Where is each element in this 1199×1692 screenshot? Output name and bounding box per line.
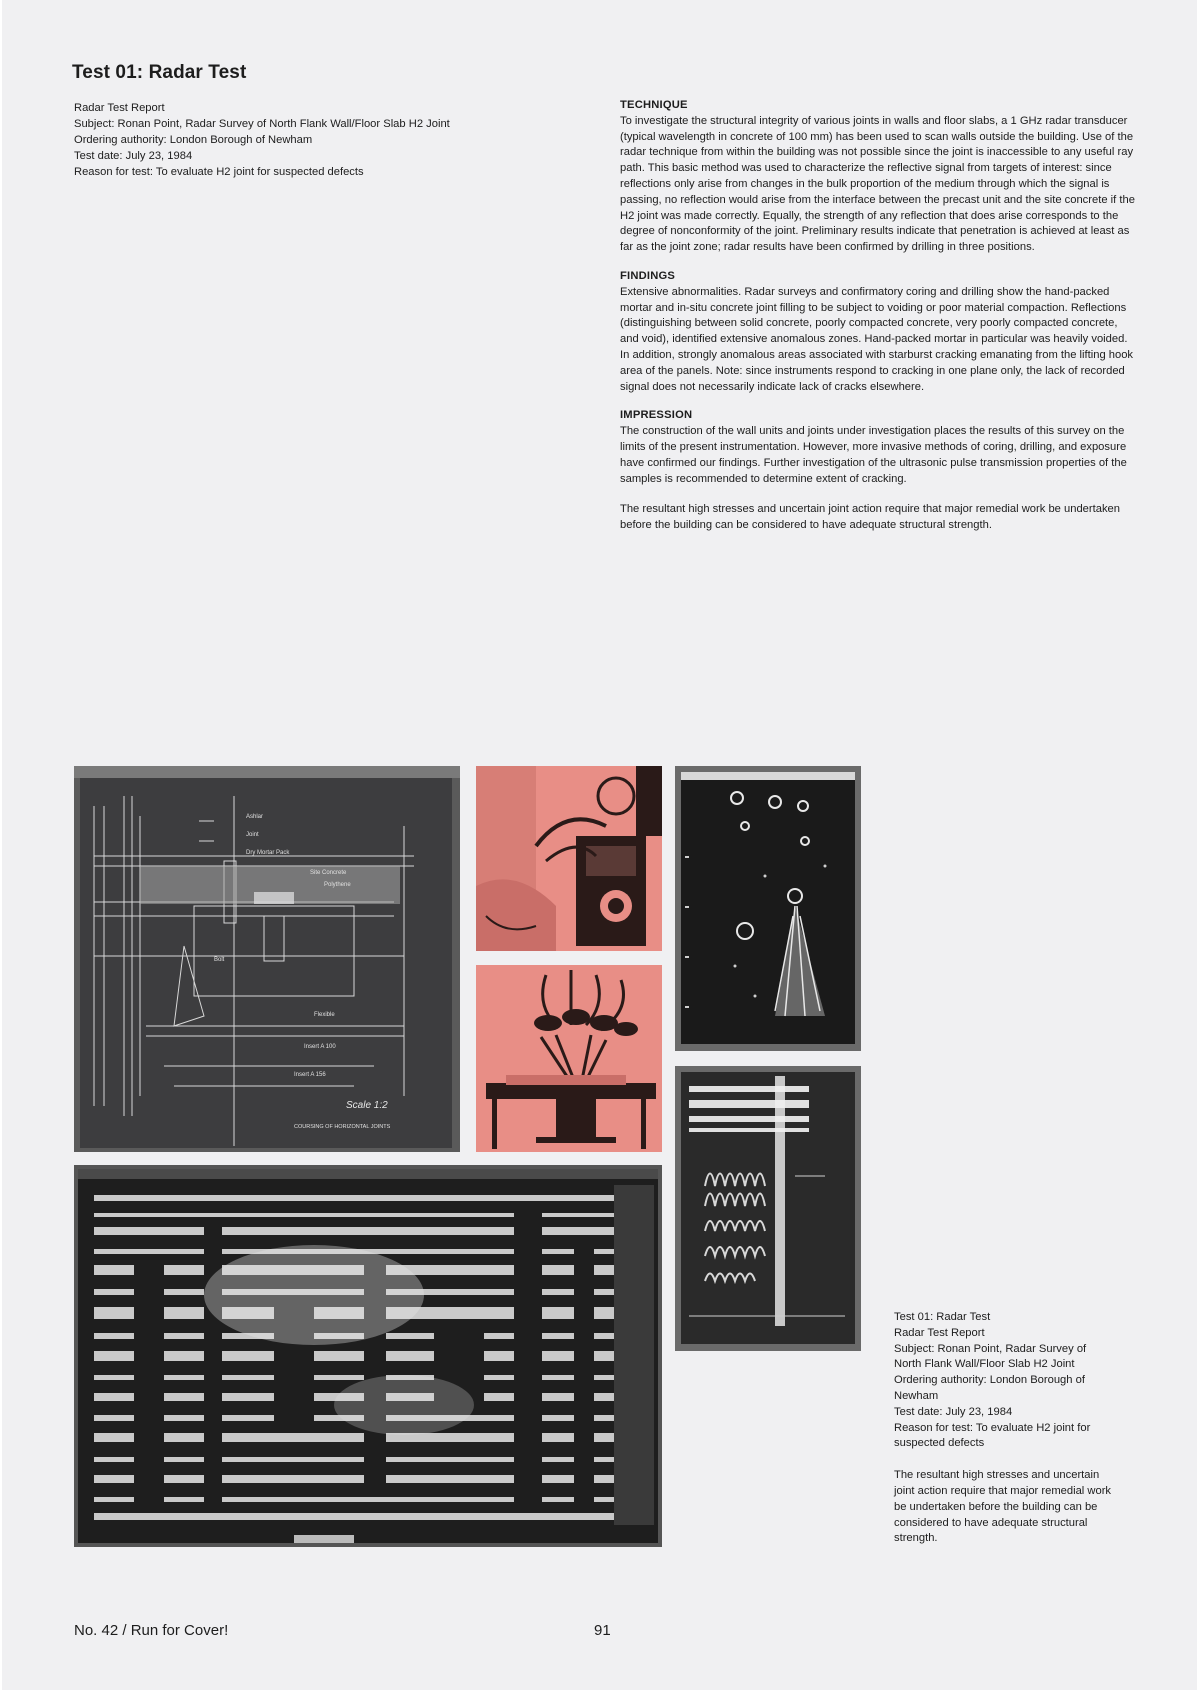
findings-section — [620, 269, 1135, 395]
meta-line: Reason for test: To evaluate H2 joint for suspected defects — [74, 166, 364, 178]
document-page — [2, 0, 1197, 1690]
radar-scan-image — [675, 766, 861, 1051]
caption-line: Test date: July 23, 1984 — [894, 1405, 1013, 1418]
caption-line: Subject: Ronan Point, Radar Survey of — [894, 1342, 1087, 1355]
scale-annotation: Scale 1:2 — [346, 1100, 388, 1111]
meta-line: Radar Test Report — [74, 102, 165, 114]
section-body: To investigate the structural integrity of various joints in walls and floor slabs, a 1 GHz radar transducer (typical wavelength in concrete of 100 mm) has been used to scan walls outside the building. Use of the radar technique from within the building was not possible since the joint is inaccessible to any useful ray path. This basic method was used to characterize the reflective signal from targets of interest: since reflections only arise from changes in the bulk proportion of the medium through which the signal is passing, no reflection would arise from the interface between the precast unit and the site concrete if the H2 joint was made correctly. Equally, the strength of any reflection that does arise corresponds to the degree of nonconformity of the joint. Preliminary results indicate that penetration is achieved at least as far as the joint zone; radar results have been confirmed by drilling in three positions. — [620, 114, 1135, 254]
svg-text:Bolt: Bolt — [214, 957, 225, 963]
meta-line: Test date: July 23, 1984 — [74, 150, 193, 162]
svg-text:Flexible: Flexible — [314, 1012, 335, 1018]
caption-closing-line: strength. — [894, 1532, 938, 1545]
radar-trace-image — [675, 1066, 861, 1351]
caption-closing-line: be undertaken before the building can be — [894, 1500, 1098, 1513]
section-body: Extensive abnormalities. Radar surveys and confirmatory coring and drilling show the hand-packed mortar and in-situ concrete joint filling to be subject to voiding or poor material compaction. Reflections (distinguishing between solid concrete, poorly compacted concrete, very poorly compacted concrete, and void), identified extensive anomalous zones. Hand-packed mortar in particular was heavily voided. In addition, strongly anomalous areas associated with starburst cracking emanating from the lifting hook area of the panels. Note: since instruments respond to cracking in one plane only, the lack of recorded signal does not necessarily indicate lack of cracks elsewhere. — [620, 285, 1134, 393]
section-closing: The resultant high stresses and uncertain joint action require that major remedial work be undertaken before the building can be considered to have adequate structural strength. — [620, 503, 1120, 532]
figure-caption — [894, 1310, 1144, 1547]
svg-text:Dry Mortar Pack: Dry Mortar Pack — [246, 850, 290, 856]
meta-line: Subject: Ronan Point, Radar Survey of North Flank Wall/Floor Slab H2 Joint — [74, 118, 450, 130]
svg-text:Insert A 100: Insert A 100 — [304, 1044, 336, 1050]
svg-text:Insert A 156: Insert A 156 — [294, 1072, 326, 1078]
caption-line: suspected defects — [894, 1437, 985, 1450]
report-body — [620, 98, 1135, 547]
section-heading: FINDINGS — [620, 269, 676, 282]
caption-line: Test 01: Radar Test — [894, 1311, 991, 1323]
section-heading: IMPRESSION — [620, 409, 693, 422]
caption-line: Newham — [894, 1389, 939, 1402]
caption-line: North Flank Wall/Floor Slab H2 Joint — [894, 1358, 1075, 1371]
report-metadata — [74, 100, 594, 180]
publication-footer: No. 42 / Run for Cover! — [74, 1622, 229, 1639]
caption-closing-line: The resultant high stresses and uncertain — [894, 1469, 1100, 1482]
svg-text:Joint: Joint — [246, 832, 259, 838]
caption-line: Reason for test: To evaluate H2 joint for — [894, 1421, 1091, 1434]
technical-drawing-image — [74, 766, 460, 1152]
impression-section — [620, 408, 1135, 534]
section-heading: TECHNIQUE — [620, 99, 688, 111]
equipment-photo — [476, 766, 662, 951]
coursing-annotation: COURSING OF HORIZONTAL JOINTS — [294, 1124, 391, 1130]
svg-text:Site Concrete: Site Concrete — [310, 870, 347, 876]
caption-closing-line: considered to have adequate structural — [894, 1516, 1088, 1529]
svg-text:Ashlar: Ashlar — [246, 814, 264, 820]
meta-line: Ordering authority: London Borough of Newham — [74, 134, 313, 146]
section-body: The construction of the wall units and joints under investigation places the results of this survey on the limits of the present instrumentation. However, more invasive methods of coring, drilling, and exposure have confirmed our findings. Further investigation of the ultrasonic pulse transmission properties of the samples is recommended to determine extent of cracking. — [620, 425, 1127, 485]
caption-closing-line: joint action require that major remedial work — [894, 1484, 1112, 1497]
page-number: 91 — [594, 1622, 611, 1639]
apparatus-photo — [476, 965, 662, 1152]
caption-line: Ordering authority: London Borough of — [894, 1374, 1085, 1387]
page-title: Test 01: Radar Test — [72, 62, 247, 83]
radar-profile-image — [74, 1165, 662, 1547]
technique-section — [620, 98, 1135, 256]
svg-text:Polythene: Polythene — [324, 882, 351, 888]
caption-line: Radar Test Report — [894, 1326, 985, 1339]
